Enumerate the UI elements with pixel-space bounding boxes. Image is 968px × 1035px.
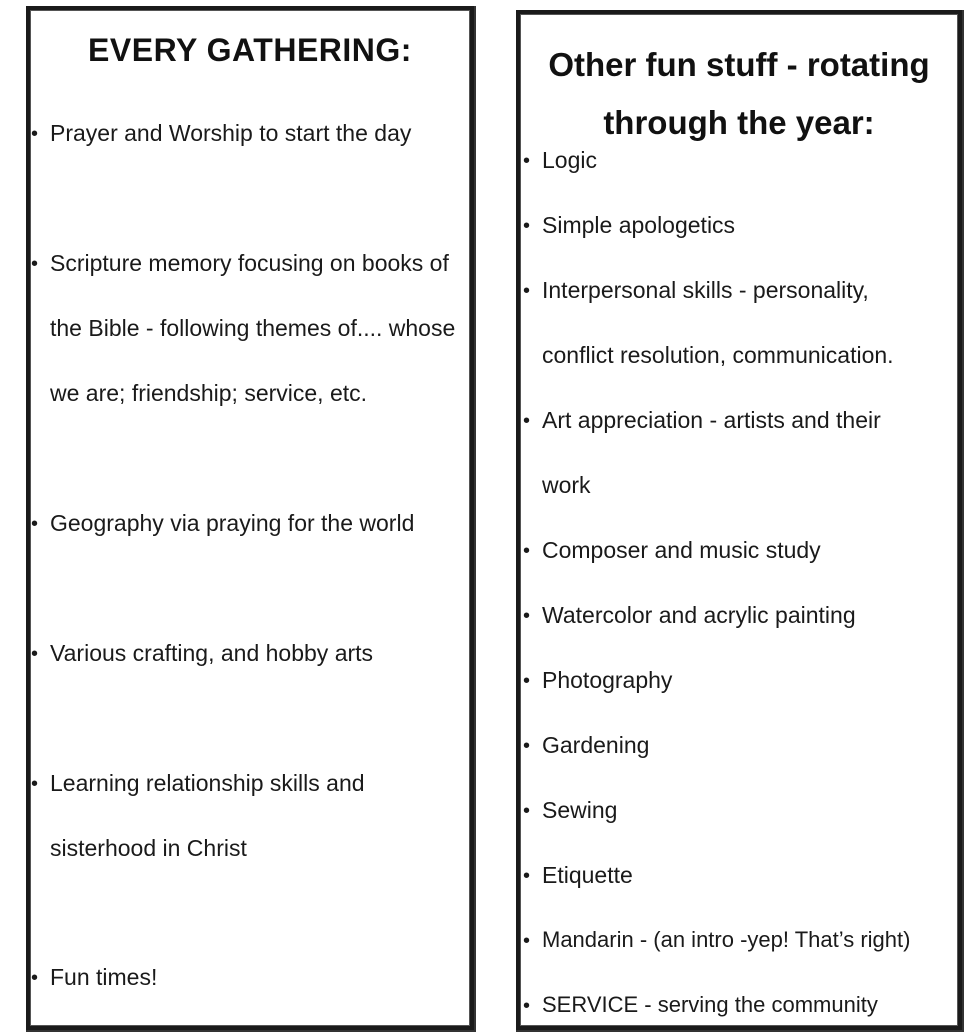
list-item: Prayer and Worship to start the day (50, 120, 412, 146)
bullet-icon: • (523, 280, 531, 302)
bullet-icon: • (31, 643, 39, 665)
bullet-icon: • (31, 967, 39, 989)
list-item: Fun times! (50, 964, 158, 990)
list-item-continuation: the Bible - following themes of.... whose (50, 315, 456, 341)
list-item: Composer and music study (542, 537, 821, 563)
list-item: Watercolor and acrylic painting (542, 602, 856, 628)
bullet-icon: • (523, 150, 531, 172)
bullet-icon: • (523, 540, 531, 562)
list-item-continuation: sisterhood in Christ (50, 835, 247, 861)
list-item: Scripture memory focusing on books of (50, 250, 449, 276)
title-line: Other fun stuff - rotating (548, 46, 930, 83)
bullet-icon: • (31, 773, 39, 795)
list-item-continuation: we are; friendship; service, etc. (50, 380, 368, 406)
bullet-icon: • (523, 605, 531, 627)
every-gathering-title: EVERY GATHERING: (88, 32, 412, 68)
bullet-icon: • (523, 735, 531, 757)
list-item: Photography (542, 667, 673, 693)
list-item: Sewing (542, 797, 618, 823)
other-fun-stuff-title (520, 36, 958, 152)
bullet-icon: • (523, 995, 531, 1017)
other-fun-stuff-panel (516, 10, 962, 1030)
list-item: SERVICE - serving the community (542, 992, 878, 1017)
list-item: Etiquette (542, 862, 633, 888)
list-item: Logic (542, 147, 597, 173)
list-item: Learning relationship skills and (50, 770, 365, 796)
list-item: Various crafting, and hobby arts (50, 640, 374, 666)
every-gathering-panel (26, 6, 474, 1030)
bullet-icon: • (31, 123, 39, 145)
list-item: Simple apologetics (542, 212, 736, 238)
bullet-icon: • (523, 215, 531, 237)
list-item-continuation: work (542, 472, 591, 498)
list-item: Art appreciation - artists and their (542, 407, 881, 433)
list-item: Interpersonal skills - personality, (542, 277, 869, 303)
bullet-icon: • (31, 253, 39, 275)
bullet-icon: • (31, 513, 39, 535)
list-item: Geography via praying for the world (50, 510, 415, 536)
bullet-icon: • (523, 800, 531, 822)
bullet-icon: • (523, 410, 531, 432)
bullet-icon: • (523, 670, 531, 692)
list-item: Gardening (542, 732, 650, 758)
list-item-continuation: conflict resolution, communication. (542, 342, 894, 368)
title-line: through the year: (603, 104, 875, 141)
bullet-icon: • (523, 930, 531, 952)
bullet-icon: • (523, 865, 531, 887)
list-item: Mandarin - (an intro -yep! That’s right) (542, 927, 911, 952)
